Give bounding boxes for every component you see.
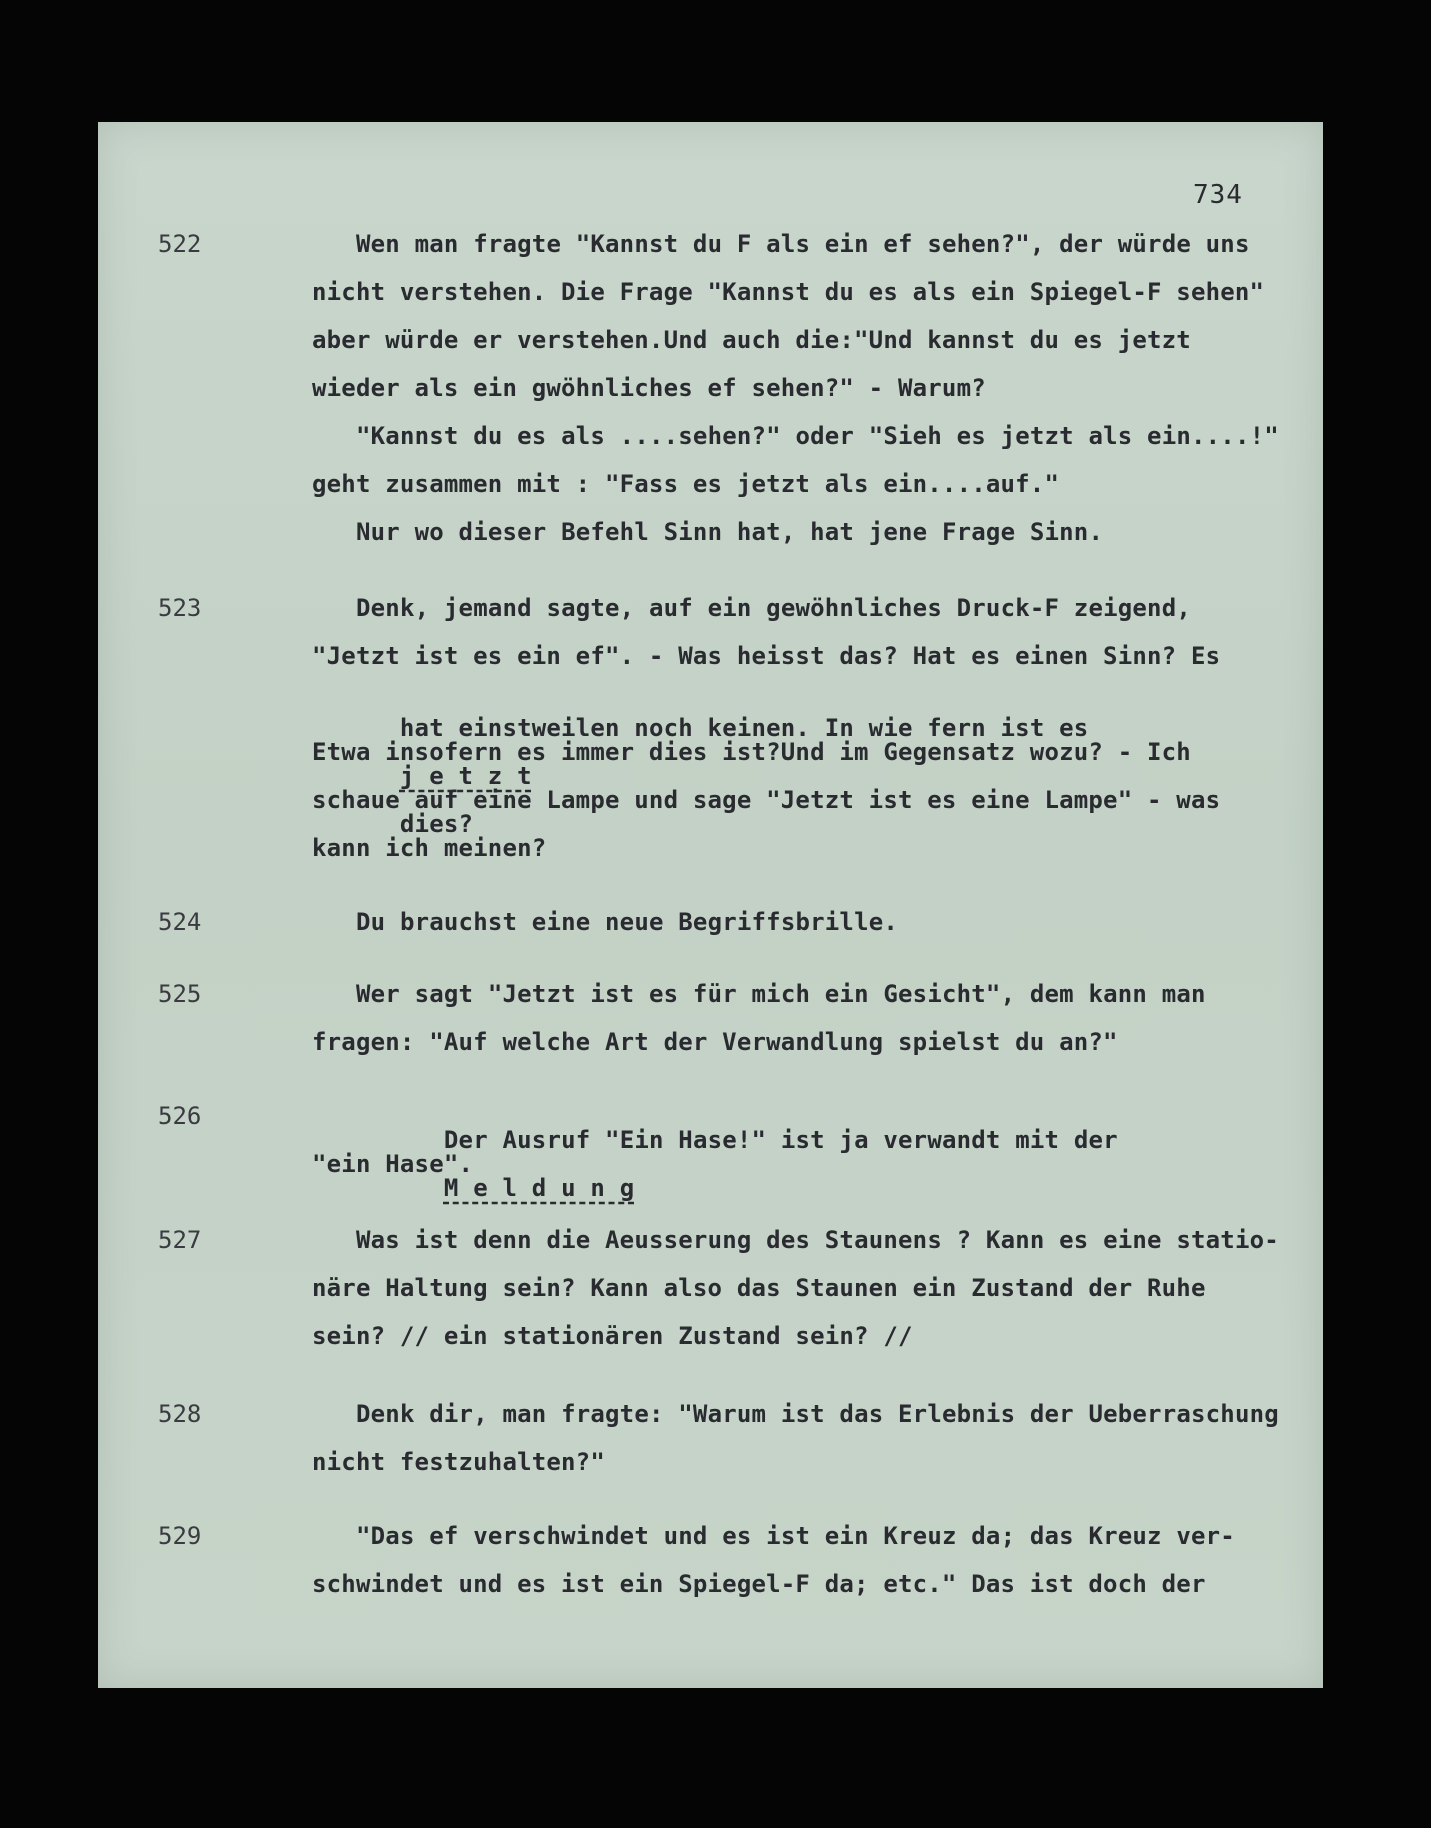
remark-number: 523 xyxy=(158,594,202,622)
remark-number: 525 xyxy=(158,980,202,1008)
text-line: "Kannst du es als ....sehen?" oder "Sieh es jetzt als ein....!" xyxy=(356,422,1279,450)
text-segment: hat einstweilen noch keinen. In wie fern ist es xyxy=(399,714,1089,742)
text-line: Nur wo dieser Befehl Sinn hat, hat jene Frage Sinn. xyxy=(356,518,1104,546)
typescript-page xyxy=(98,122,1323,1688)
text-line: Wer sagt "Jetzt ist es für mich ein Gesicht", dem kann man xyxy=(356,980,1206,1008)
emphasized-word: j e t z t xyxy=(399,762,532,790)
text-line: schaue auf eine Lampe und sage "Jetzt ist es eine Lampe" - was xyxy=(312,786,1221,814)
text-line: Etwa insofern es immer dies ist?Und im Gegensatz wozu? - Ich xyxy=(312,738,1191,766)
text-line: "Jetzt ist es ein ef". - Was heisst das? Hat es einen Sinn? Es xyxy=(312,642,1221,670)
emphasized-word: M e l d u n g xyxy=(443,1174,635,1202)
text-line: fragen: "Auf welche Art der Verwandlung spielst du an?" xyxy=(312,1028,1118,1056)
text-segment: Der Ausruf "Ein Hase!" ist ja verwandt mit der xyxy=(443,1126,1118,1154)
text-line: kann ich meinen? xyxy=(312,834,547,862)
text-line: nicht verstehen. Die Frage "Kannst du es als ein Spiegel-F sehen" xyxy=(312,278,1265,306)
page-number: 734 xyxy=(1193,180,1243,210)
remark-number: 524 xyxy=(158,908,202,936)
text-line: Denk dir, man fragte: "Warum ist das Erlebnis der Ueberraschung xyxy=(356,1400,1279,1428)
remark-number: 526 xyxy=(158,1102,202,1130)
text-line: Du brauchst eine neue Begriffsbrille. xyxy=(356,908,899,936)
text-line: wieder als ein gwöhnliches ef sehen?" - Warum? xyxy=(312,374,986,402)
text-line: Wen man fragte "Kannst du F als ein ef sehen?", der würde uns xyxy=(356,230,1250,258)
text-line: aber würde er verstehen.Und auch die:"Und kannst du es jetzt xyxy=(312,326,1191,354)
remark-number: 522 xyxy=(158,230,202,258)
text-line: geht zusammen mit : "Fass es jetzt als ein....auf." xyxy=(312,470,1060,498)
remark-number: 527 xyxy=(158,1226,202,1254)
text-line: "ein Hase". xyxy=(312,1150,474,1178)
text-line: näre Haltung sein? Kann also das Staunen ein Zustand der Ruhe xyxy=(312,1274,1206,1302)
text-line: schwindet und es ist ein Spiegel-F da; etc." Das ist doch der xyxy=(312,1570,1206,1598)
remark-number: 528 xyxy=(158,1400,202,1428)
text-line: sein? // ein stationären Zustand sein? // xyxy=(312,1322,913,1350)
text-line: "Das ef verschwindet und es ist ein Kreuz da; das Kreuz ver- xyxy=(356,1522,1235,1550)
remark-number: 529 xyxy=(158,1522,202,1550)
text-segment: dies? xyxy=(399,810,474,838)
text-line: Denk, jemand sagte, auf ein gewöhnliches Druck-F zeigend, xyxy=(356,594,1192,622)
text-line: Was ist denn die Aeusserung des Staunens ? Kann es eine statio- xyxy=(356,1226,1279,1254)
text-line: nicht festzuhalten?" xyxy=(312,1448,605,1476)
